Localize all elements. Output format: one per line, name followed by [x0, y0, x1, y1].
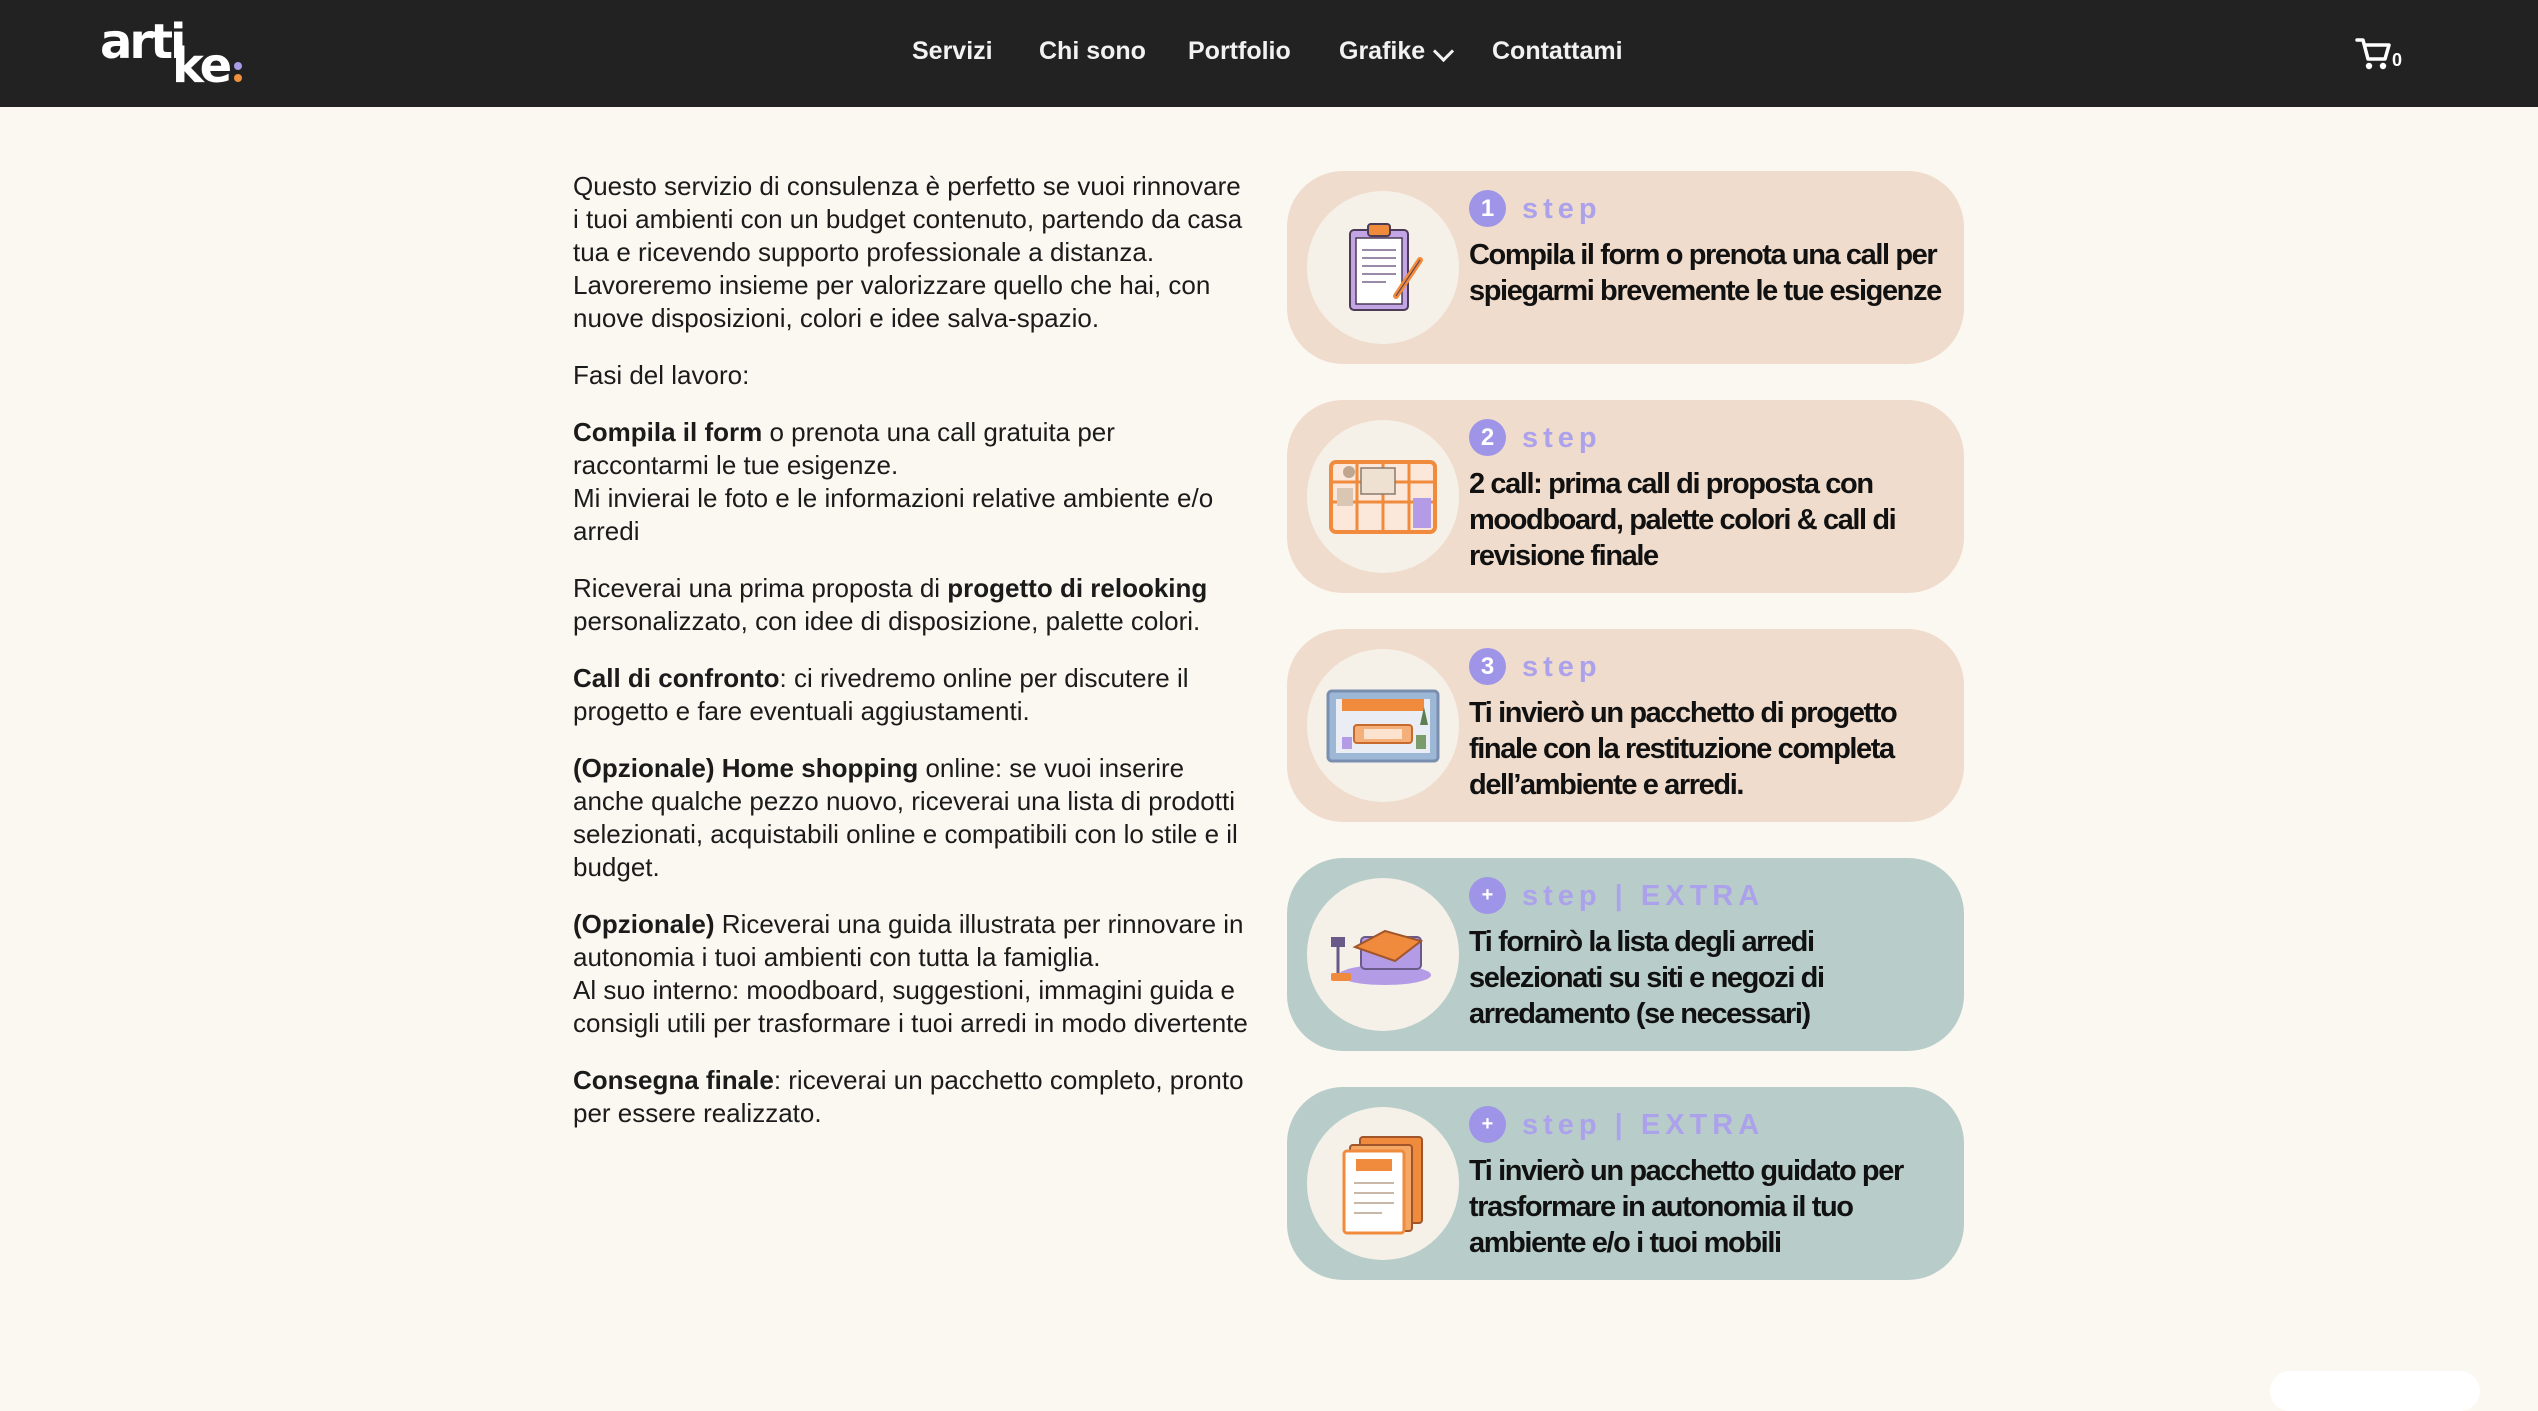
step-4-badge: + [1469, 877, 1506, 914]
nav-chi-sono[interactable]: Chi sono [1039, 37, 1146, 65]
phase-6 [573, 1064, 1253, 1130]
step-3-label: step [1522, 651, 1602, 683]
guide-book-icon [1338, 1131, 1428, 1237]
step-1-label: step [1522, 193, 1602, 225]
step-card-extra-2 [1287, 1087, 1964, 1280]
step-5-badge: + [1469, 1106, 1506, 1143]
phase-1-bold: Compila il form [573, 417, 763, 447]
phase-6-rest: : riceverai un pacchetto completo, pronto per essere realizzato. [573, 1065, 1244, 1128]
nav-grafike[interactable]: Grafike [1339, 37, 1426, 65]
main-nav [0, 0, 2538, 107]
phases-title: Fasi del lavoro: [573, 360, 750, 390]
phase-2-pre: Riceverai una prima proposta di [573, 573, 948, 603]
step-card-3 [1287, 629, 1964, 822]
step-3-icon-circle [1307, 649, 1459, 802]
step-2-badge: 2 [1469, 419, 1506, 456]
step-4-label: step | EXTRA [1522, 880, 1765, 912]
step-3-badge: 3 [1469, 648, 1506, 685]
cart-count: 0 [2392, 50, 2403, 70]
step-2-label: step [1522, 422, 1602, 454]
step-1-text: Compila il form o prenota una call per spiegarmi brevemente le tue esigenze [1469, 239, 1941, 307]
step-1-icon-circle [1307, 191, 1459, 344]
phase-1-rest: o prenota una call gratuita per raccontarmi le tue esigenze. [573, 417, 1115, 480]
clipboard-icon [1338, 218, 1428, 318]
phase-4 [573, 752, 1253, 884]
step-3-text: Ti invierò un pacchetto di progetto finale con la restituzione completa dell’ambiente e arredi. [1469, 697, 1897, 801]
phase-1-line2: Mi invierai le foto e le informazioni relative ambiente e/o arredi [573, 483, 1214, 546]
furniture-icon [1325, 917, 1441, 993]
step-card-2 [1287, 400, 1964, 593]
phase-3-rest: : ci rivedremo online per discutere il progetto e fare eventuali aggiustamenti. [573, 663, 1189, 726]
phase-6-bold: Consegna finale [573, 1065, 774, 1095]
phase-1 [573, 416, 1253, 548]
phase-5-line2: Al suo interno: moodboard, suggestioni, immagini guida e consigli utili per trasformare i tuoi arredi in modo divertente [573, 975, 1248, 1038]
intro-p2: Lavoreremo insieme per valorizzare quello che hai, con nuove disposizioni, colori e idee salva-spazio. [573, 270, 1211, 333]
nav-servizi[interactable]: Servizi [912, 37, 993, 65]
cookie-widget[interactable] [2270, 1371, 2480, 1411]
nav-portfolio[interactable]: Portfolio [1188, 37, 1291, 65]
step-2-icon-circle [1307, 420, 1459, 573]
intro-paragraph [573, 170, 1253, 335]
step-5-text: Ti invierò un pacchetto guidato per trasformare in autonomia il tuo ambiente e/o i tuoi mobili [1469, 1155, 1903, 1259]
phase-2 [573, 572, 1253, 638]
cart-icon[interactable] [2354, 34, 2394, 74]
phase-5-rest: Riceverai una guida illustrata per rinnovare in autonomia i tuoi ambienti con tutta la famiglia. [573, 909, 1244, 972]
step-5-icon-circle [1307, 1107, 1459, 1260]
step-card-1 [1287, 171, 1964, 364]
logo-text-top: arti [100, 14, 184, 70]
chevron-down-icon[interactable] [1433, 41, 1454, 62]
phase-5-bold: (Opzionale) [573, 909, 715, 939]
phase-3-bold: Call di confronto [573, 663, 780, 693]
phase-2-rest: personalizzato, con idee di disposizione, palette colori. [573, 606, 1201, 636]
phase-5 [573, 908, 1253, 1040]
step-4-text: Ti fornirò la lista degli arredi selezionati su siti e negozi di arredamento (se necessari) [1469, 926, 1824, 1030]
moodboard-icon [1327, 458, 1439, 536]
room-plan-icon [1324, 685, 1442, 767]
step-1-badge: 1 [1469, 190, 1506, 227]
phase-4-bold: (Opzionale) Home shopping [573, 753, 919, 783]
phase-3 [573, 662, 1253, 728]
nav-contattami[interactable]: Contattami [1492, 37, 1623, 65]
step-2-text: 2 call: prima call di proposta con moodboard, palette colori & call di revisione finale [1469, 468, 1896, 572]
site-header [0, 0, 2538, 107]
logo-text-bottom: ke [172, 38, 230, 94]
step-5-label: step | EXTRA [1522, 1109, 1765, 1141]
intro-p1: Questo servizio di consulenza è perfetto se vuoi rinnovare i tuoi ambienti con un budget contenuto, partendo da casa tua e ricevendo supporto professionale a distanza. [573, 171, 1243, 267]
phase-4-rest: online: se vuoi inserire anche qualche pezzo nuovo, riceverai una lista di prodotti selezionati, acquistabili online e compatibili con lo stile e il budget. [573, 753, 1238, 882]
phase-2-bold: progetto di relooking [947, 573, 1208, 603]
step-card-extra-1 [1287, 858, 1964, 1051]
step-4-icon-circle [1307, 878, 1459, 1031]
service-description [573, 170, 1253, 1154]
